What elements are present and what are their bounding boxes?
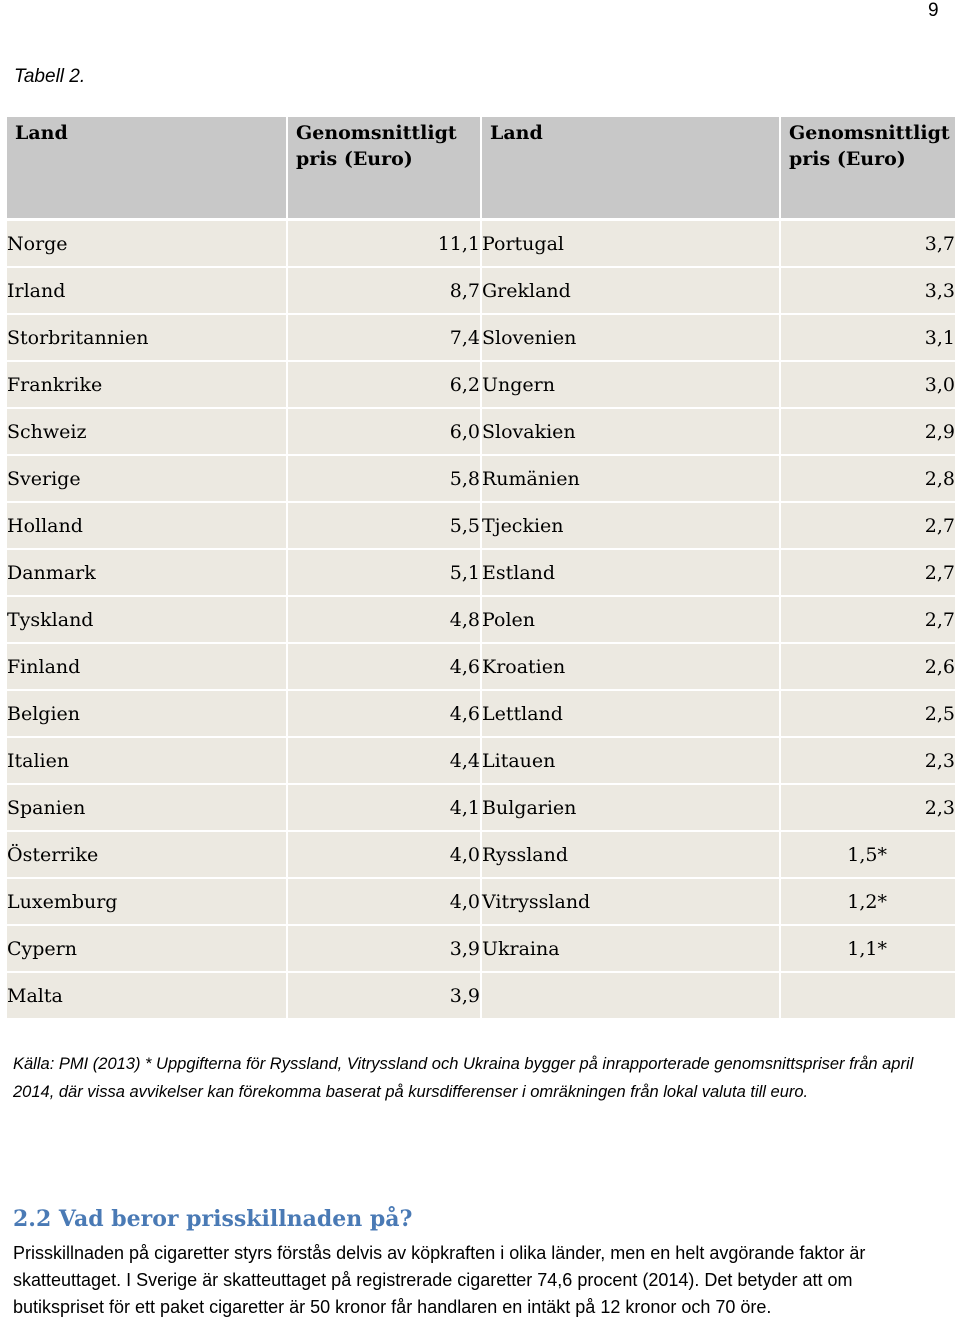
country-cell: Irland bbox=[6, 267, 287, 314]
price-cell: 4,6 bbox=[287, 690, 481, 737]
table-row bbox=[6, 502, 956, 549]
page-number: 9 bbox=[928, 0, 939, 21]
country-cell: Norge bbox=[6, 220, 287, 268]
price-cell: 5,5 bbox=[287, 502, 481, 549]
table-row bbox=[6, 596, 956, 643]
table-header-row bbox=[6, 116, 956, 220]
price-cell: 5,8 bbox=[287, 455, 481, 502]
country-cell: Kroatien bbox=[481, 643, 780, 690]
country-cell: Luxemburg bbox=[6, 878, 287, 925]
price-cell: 2,7 bbox=[780, 549, 956, 596]
table-row bbox=[6, 643, 956, 690]
country-cell bbox=[481, 972, 780, 1019]
country-cell: Tjeckien bbox=[481, 502, 780, 549]
country-cell: Schweiz bbox=[6, 408, 287, 455]
header-land-1: Land bbox=[6, 116, 287, 220]
country-cell: Belgien bbox=[6, 690, 287, 737]
country-cell: Tyskland bbox=[6, 596, 287, 643]
country-cell: Grekland bbox=[481, 267, 780, 314]
country-cell: Rumänien bbox=[481, 455, 780, 502]
table-row bbox=[6, 878, 956, 925]
table-row bbox=[6, 831, 956, 878]
header-land-2: Land bbox=[481, 116, 780, 220]
country-cell: Slovenien bbox=[481, 314, 780, 361]
price-cell: 3,1 bbox=[780, 314, 956, 361]
price-cell: 11,1 bbox=[287, 220, 481, 268]
price-cell: 1,2* bbox=[780, 878, 956, 925]
country-cell: Cypern bbox=[6, 925, 287, 972]
country-cell: Danmark bbox=[6, 549, 287, 596]
table-row bbox=[6, 220, 956, 268]
table-row bbox=[6, 455, 956, 502]
price-cell bbox=[780, 972, 956, 1019]
price-cell: 2,7 bbox=[780, 596, 956, 643]
price-cell: 2,3 bbox=[780, 784, 956, 831]
price-cell: 6,0 bbox=[287, 408, 481, 455]
country-cell: Sverige bbox=[6, 455, 287, 502]
price-cell: 4,0 bbox=[287, 831, 481, 878]
price-cell: 2,8 bbox=[780, 455, 956, 502]
table-row bbox=[6, 737, 956, 784]
country-cell: Slovakien bbox=[481, 408, 780, 455]
country-cell: Estland bbox=[481, 549, 780, 596]
country-cell: Frankrike bbox=[6, 361, 287, 408]
price-cell: 3,0 bbox=[780, 361, 956, 408]
price-cell: 4,1 bbox=[287, 784, 481, 831]
country-cell: Vitryssland bbox=[481, 878, 780, 925]
price-cell: 6,2 bbox=[287, 361, 481, 408]
price-cell: 2,3 bbox=[780, 737, 956, 784]
section-heading: 2.2 Vad beror prisskillnaden på? bbox=[13, 1206, 413, 1232]
price-cell: 1,1* bbox=[780, 925, 956, 972]
price-cell: 4,6 bbox=[287, 643, 481, 690]
price-cell: 2,5 bbox=[780, 690, 956, 737]
table-row bbox=[6, 925, 956, 972]
country-cell: Holland bbox=[6, 502, 287, 549]
header-price-1: Genomsnittligt pris (Euro) bbox=[287, 116, 481, 220]
table-row bbox=[6, 549, 956, 596]
price-cell: 8,7 bbox=[287, 267, 481, 314]
country-cell: Bulgarien bbox=[481, 784, 780, 831]
price-cell: 4,4 bbox=[287, 737, 481, 784]
country-cell: Lettland bbox=[481, 690, 780, 737]
price-cell: 4,0 bbox=[287, 878, 481, 925]
country-cell: Ryssland bbox=[481, 831, 780, 878]
table-row bbox=[6, 408, 956, 455]
country-cell: Polen bbox=[481, 596, 780, 643]
table-row bbox=[6, 690, 956, 737]
country-cell: Österrike bbox=[6, 831, 287, 878]
header-price-2: Genomsnittligt pris (Euro) bbox=[780, 116, 956, 220]
price-cell: 4,8 bbox=[287, 596, 481, 643]
price-cell: 2,7 bbox=[780, 502, 956, 549]
price-cell: 1,5* bbox=[780, 831, 956, 878]
country-cell: Finland bbox=[6, 643, 287, 690]
country-cell: Litauen bbox=[481, 737, 780, 784]
country-cell: Ungern bbox=[481, 361, 780, 408]
price-cell: 3,7 bbox=[780, 220, 956, 268]
price-table bbox=[5, 115, 957, 1020]
price-cell: 3,3 bbox=[780, 267, 956, 314]
price-cell: 5,1 bbox=[287, 549, 481, 596]
source-note: Källa: PMI (2013) * Uppgifterna för Ryssland, Vitryssland och Ukraina bygger på inrapporterade genomsnittspriser från april 2014, där vissa avvikelser kan förekomma baserat på kursdifferenser i omräkningen från lokal valuta till euro. bbox=[13, 1055, 914, 1101]
table-body bbox=[6, 220, 956, 1020]
price-cell: 3,9 bbox=[287, 972, 481, 1019]
table-caption: Tabell 2. bbox=[14, 66, 86, 87]
price-cell: 2,9 bbox=[780, 408, 956, 455]
table-row bbox=[6, 267, 956, 314]
price-cell: 2,6 bbox=[780, 643, 956, 690]
country-cell: Malta bbox=[6, 972, 287, 1019]
table-row bbox=[6, 784, 956, 831]
table-row bbox=[6, 314, 956, 361]
section-body: Prisskillnaden på cigaretter styrs förstås delvis av köpkraften i olika länder, men en helt avgörande faktor är skatteuttaget. I Sverige är skatteuttaget på registrerade cigaretter 74,6 procent (2014). Det betyder att om butikspriset för ett paket cigaretter är 50 kronor får handlaren en intäkt på 12 kronor och 70 öre. bbox=[13, 1243, 866, 1317]
country-cell: Ukraina bbox=[481, 925, 780, 972]
table-row bbox=[6, 361, 956, 408]
country-cell: Storbritannien bbox=[6, 314, 287, 361]
table-row bbox=[6, 972, 956, 1019]
country-cell: Italien bbox=[6, 737, 287, 784]
country-cell: Portugal bbox=[481, 220, 780, 268]
country-cell: Spanien bbox=[6, 784, 287, 831]
price-cell: 7,4 bbox=[287, 314, 481, 361]
price-cell: 3,9 bbox=[287, 925, 481, 972]
